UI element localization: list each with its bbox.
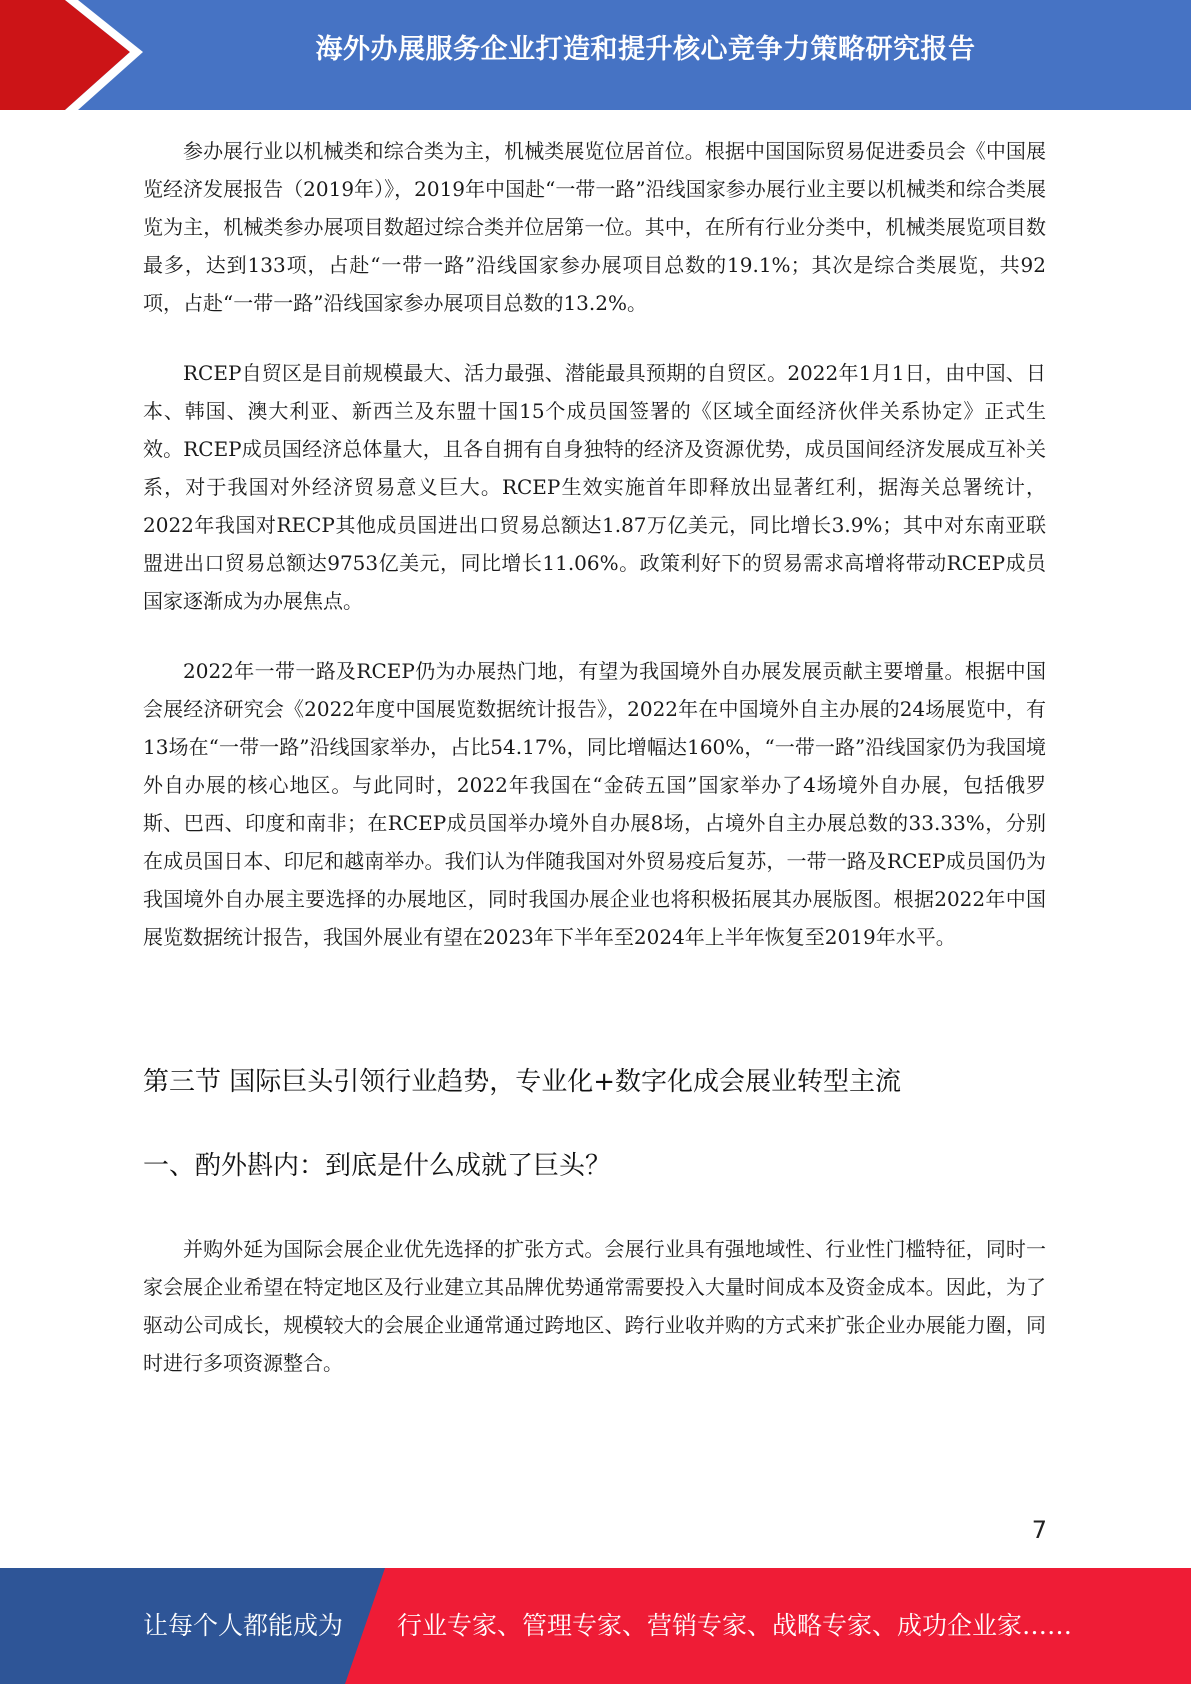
page-header <box>0 0 1191 110</box>
paragraph-belt-road-2022: 2022年一带一路及RCEP仍为办展热门地，有望为我国境外自办展发展贡献主要增量。根据中国会展经济研究会《2022年度中国展览数据统计报告》，2022年在中国境外自主办展的24场展览中，有13场在“一带一路”沿线国家举办，占比54.17%，同比增幅达160%，“一带一路”沿线国家仍为我国境外自办展的核心地区。与此同时，2022年我国在“金砖五国”国家举办了4场境外自办展，包括俄罗斯、巴西、印度和南非；在RCEP成员国举办境外自办展8场，占境外自主办展总数的33.33%，分别在成员国日本、印尼和越南举办。我们认为伴随我国对外贸易疫后复苏，一带一路及RCEP成员国仍为我国境外自办展主要选择的办展地区，同时我国办展企业也将积极拓展其办展版图。根据2022年中国展览数据统计报告，我国外展业有望在2023年下半年至2024年上半年恢复至2019年水平。 <box>143 659 1046 949</box>
footer-slogan-right: 行业专家、管理专家、营销专家、战略专家、成功企业家…… <box>397 1611 1073 1640</box>
report-title: 海外办展服务企业打造和提升核心竞争力策略研究报告 <box>315 34 976 65</box>
page-number: 7 <box>1031 1516 1047 1544</box>
paragraph-rcep: RCEP自贸区是目前规模最大、活力最强、潜能最具预期的自贸区。2022年1月1日，由中国、日本、韩国、澳大利亚、新西兰及东盟十国15个成员国签署的《区域全面经济伙伴关系协定》正式生效。RCEP成员国经济总体量大，且各自拥有自身独特的经济及资源优势，成员国间经济发展成互补关系，对于我国对外经济贸易意义巨大。RCEP生效实施首年即释放出显著红利，据海关总署统计，2022年我国对RECP其他成员国进出口贸易总额达1.87万亿美元，同比增长3.9%；其中对东南亚联盟进出口贸易总额达9753亿美元，同比增长11.06%。政策利好下的贸易需求高增将带动RCEP成员国家逐渐成为办展焦点。 <box>143 361 1046 613</box>
main-content <box>143 132 1046 1382</box>
header-arrow-decoration <box>0 0 160 110</box>
paragraph-industry-categories: 参办展行业以机械类和综合类为主，机械类展览位居首位。根据中国国际贸易促进委员会《中国展览经济发展报告（2019年）》，2019年中国赴“一带一路”沿线国家参办展行业主要以机械类和综合类展览为主，机械类参办展项目数超过综合类并位居第一位。其中，在所有行业分类中，机械类展览项目数最多，达到133项，占赴“一带一路”沿线国家参办展项目总数的19.1%；其次是综合类展览，共92项，占赴“一带一路”沿线国家参办展项目总数的13.2%。 <box>143 139 1046 315</box>
section-title: 第三节 国际巨头引领行业趋势，专业化+数字化成会展业转型主流 <box>143 1067 902 1097</box>
page-footer <box>0 1568 1191 1684</box>
subsection-title: 一、酌外斟内：到底是什么成就了巨头？ <box>143 1151 612 1181</box>
footer-slogan-left: 让每个人都能成为 <box>143 1611 344 1640</box>
paragraph-mergers: 并购外延为国际会展企业优先选择的扩张方式。会展行业具有强地域性、行业性门槛特征，同时一家会展企业希望在特定地区及行业建立其品牌优势通常需要投入大量时间成本及资金成本。因此，为了驱动公司成长，规模较大的会展企业通常通过跨地区、跨行业收并购的方式来扩张企业办展能力圈，同时进行多项资源整合。 <box>143 1237 1046 1375</box>
